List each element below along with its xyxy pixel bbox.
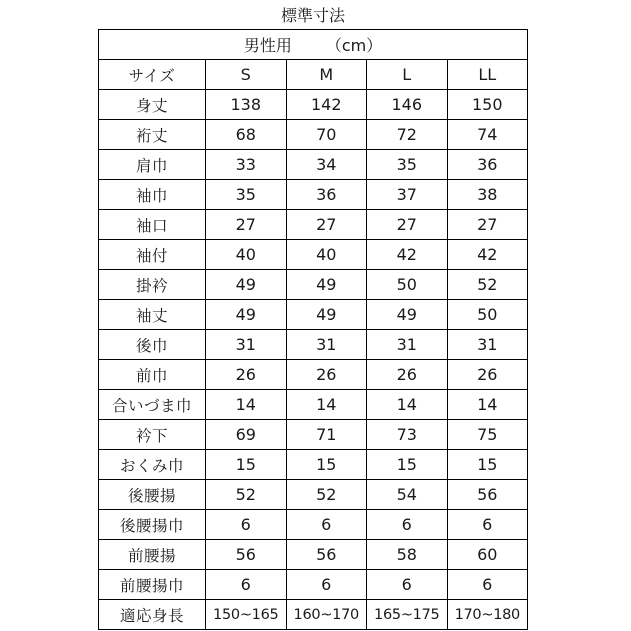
value-cell: 49 [206, 300, 287, 330]
value-cell: 56 [206, 540, 287, 570]
table-row [99, 210, 528, 240]
value-cell: 170~180 [447, 600, 528, 630]
value-cell: 49 [367, 300, 448, 330]
value-cell: 138 [206, 90, 287, 120]
value-cell: 27 [206, 210, 287, 240]
size-header-s: S [206, 60, 287, 90]
value-cell: 15 [367, 450, 448, 480]
value-cell: 74 [447, 120, 528, 150]
value-cell: 54 [367, 480, 448, 510]
value-cell: 56 [447, 480, 528, 510]
value-cell: 27 [286, 210, 367, 240]
value-cell: 27 [367, 210, 448, 240]
row-label: 後腰揚 [99, 480, 206, 510]
value-cell: 6 [367, 570, 448, 600]
value-cell: 68 [206, 120, 287, 150]
table-row [99, 390, 528, 420]
value-cell: 35 [206, 180, 287, 210]
row-label: 裄丈 [99, 120, 206, 150]
value-cell: 69 [206, 420, 287, 450]
table-row [99, 120, 528, 150]
subtitle-cell [99, 30, 528, 60]
value-cell: 31 [206, 330, 287, 360]
value-cell: 150~165 [206, 600, 287, 630]
value-cell: 38 [447, 180, 528, 210]
value-cell: 52 [286, 480, 367, 510]
value-cell: 52 [447, 270, 528, 300]
row-label: 後巾 [99, 330, 206, 360]
value-cell: 6 [286, 570, 367, 600]
row-label: 袖丈 [99, 300, 206, 330]
value-cell: 6 [447, 510, 528, 540]
table-row [99, 420, 528, 450]
value-cell: 50 [367, 270, 448, 300]
value-cell: 31 [447, 330, 528, 360]
value-cell: 14 [447, 390, 528, 420]
size-header-label: サイズ [99, 60, 206, 90]
table-row [99, 600, 528, 630]
table-row [99, 270, 528, 300]
value-cell: 26 [367, 360, 448, 390]
row-label: 衿下 [99, 420, 206, 450]
row-label: 掛衿 [99, 270, 206, 300]
row-label: 袖付 [99, 240, 206, 270]
value-cell: 73 [367, 420, 448, 450]
size-header-row [99, 60, 528, 90]
size-chart-table [98, 0, 528, 630]
value-cell: 35 [367, 150, 448, 180]
size-header-l: L [367, 60, 448, 90]
value-cell: 56 [286, 540, 367, 570]
table-row [99, 360, 528, 390]
value-cell: 40 [286, 240, 367, 270]
value-cell: 165~175 [367, 600, 448, 630]
value-cell: 27 [447, 210, 528, 240]
value-cell: 6 [447, 570, 528, 600]
value-cell: 6 [206, 510, 287, 540]
value-cell: 37 [367, 180, 448, 210]
value-cell: 42 [367, 240, 448, 270]
value-cell: 33 [206, 150, 287, 180]
value-cell: 34 [286, 150, 367, 180]
value-cell: 49 [286, 300, 367, 330]
size-header-m: M [286, 60, 367, 90]
value-cell: 31 [286, 330, 367, 360]
value-cell: 26 [286, 360, 367, 390]
row-label: 肩巾 [99, 150, 206, 180]
value-cell: 160~170 [286, 600, 367, 630]
value-cell: 6 [367, 510, 448, 540]
table-row [99, 540, 528, 570]
row-label: 後腰揚巾 [99, 510, 206, 540]
value-cell: 14 [286, 390, 367, 420]
value-cell: 52 [206, 480, 287, 510]
table-row [99, 150, 528, 180]
table-row [99, 480, 528, 510]
value-cell: 146 [367, 90, 448, 120]
value-cell: 14 [367, 390, 448, 420]
row-label: 合いづま巾 [99, 390, 206, 420]
value-cell: 60 [447, 540, 528, 570]
value-cell: 15 [206, 450, 287, 480]
table-row [99, 450, 528, 480]
value-cell: 6 [206, 570, 287, 600]
value-cell: 150 [447, 90, 528, 120]
value-cell: 26 [447, 360, 528, 390]
value-cell: 42 [447, 240, 528, 270]
value-cell: 49 [286, 270, 367, 300]
value-cell: 15 [447, 450, 528, 480]
row-label: 前巾 [99, 360, 206, 390]
value-cell: 72 [367, 120, 448, 150]
table-row [99, 570, 528, 600]
table-title: 標準寸法 [99, 0, 528, 30]
value-cell: 14 [206, 390, 287, 420]
row-label: 前腰揚 [99, 540, 206, 570]
size-header-ll: LL [447, 60, 528, 90]
subtitle-text: 男性用 [243, 36, 292, 55]
table-row [99, 510, 528, 540]
value-cell: 142 [286, 90, 367, 120]
table-row [99, 90, 528, 120]
unit-text: （cm） [325, 36, 383, 55]
value-cell: 31 [367, 330, 448, 360]
row-label: 袖口 [99, 210, 206, 240]
row-label: 身丈 [99, 90, 206, 120]
value-cell: 36 [447, 150, 528, 180]
value-cell: 36 [286, 180, 367, 210]
row-label: おくみ巾 [99, 450, 206, 480]
row-label: 適応身長 [99, 600, 206, 630]
title-row [99, 0, 528, 30]
value-cell: 40 [206, 240, 287, 270]
value-cell: 58 [367, 540, 448, 570]
row-label: 袖巾 [99, 180, 206, 210]
row-label: 前腰揚巾 [99, 570, 206, 600]
value-cell: 71 [286, 420, 367, 450]
table-row [99, 300, 528, 330]
table-row [99, 180, 528, 210]
value-cell: 75 [447, 420, 528, 450]
value-cell: 49 [206, 270, 287, 300]
value-cell: 26 [206, 360, 287, 390]
value-cell: 6 [286, 510, 367, 540]
table-row [99, 240, 528, 270]
value-cell: 50 [447, 300, 528, 330]
value-cell: 70 [286, 120, 367, 150]
subtitle-row [99, 30, 528, 60]
value-cell: 15 [286, 450, 367, 480]
table-row [99, 330, 528, 360]
